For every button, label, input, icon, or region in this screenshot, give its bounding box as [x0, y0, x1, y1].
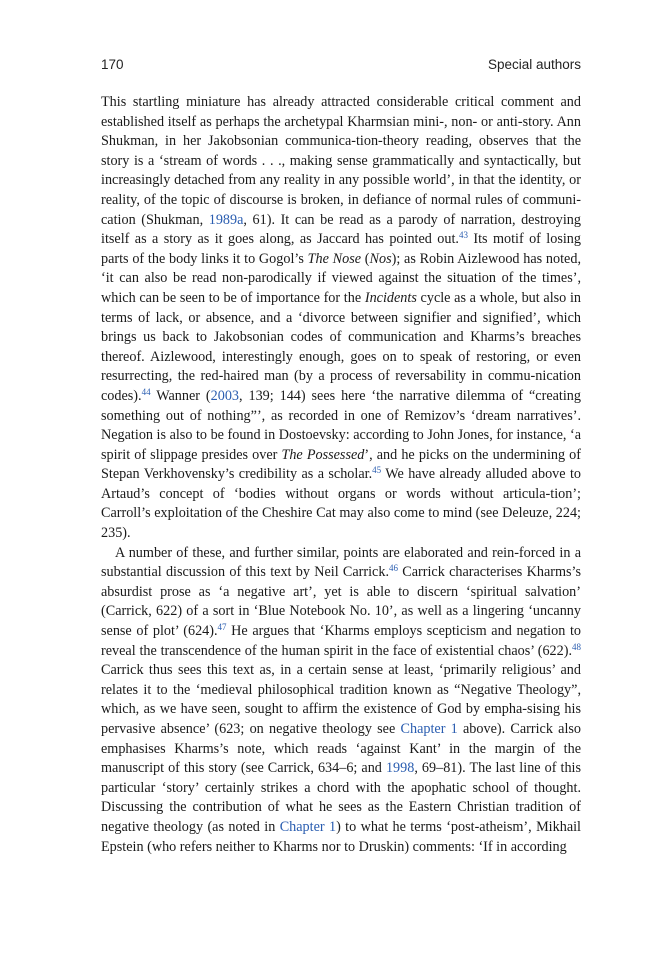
text-run: A number of these, and further similar, points are elaborated and rein-forced in a substantial discussion of this text by Neil Carrick. — [101, 544, 581, 581]
text-run: He argues that ‘Kharms employs scepticism and negation to reveal the transcendence of the human spirit in the face of existential chaos’ (622). — [101, 623, 581, 659]
paragraph-2 — [101, 544, 581, 858]
text-run: ) to what he terms ‘post-atheism’, Mikhail Epstein (who refers neither to Kharms nor to Druskin) comments: ‘If in according — [101, 818, 581, 855]
text-run: ( — [361, 250, 370, 267]
title-the-nose: The Nose — [307, 250, 362, 267]
text-run: Carrick thus sees this text as, in a certain sense at least, ‘primarily religious’ and relates it to the ‘medieval philosophical tradition known as “Negative Theology”, which, as we have seen, sought to affirm the existence of God by empha-sising his pervasive absence’ (623; on negative theology see — [101, 662, 581, 737]
page-number: 170 — [101, 57, 124, 72]
footnote-ref-46[interactable]: 46 — [389, 563, 398, 574]
text-run: , 69–81). The last line of this particular ‘story’ certainly strikes a chord with the apophatic school of thought. Discussing the contribution of what he sees as the Eastern Christian tradition of negative theology (as noted in — [101, 760, 581, 835]
footnote-ref-45[interactable]: 45 — [372, 465, 382, 476]
text-run: ’, and he picks on the undermining of Stepan Verkhovensky’s credibility as a scholar. — [101, 446, 581, 483]
chapter-1-link[interactable]: Chapter 1 — [400, 721, 458, 737]
text-run: , 61). It can be read as a parody of narration, destroying itself as a story as it goes along, as Jaccard has pointed out. — [101, 211, 581, 248]
citation-link-1989a[interactable]: 1989a — [208, 211, 244, 228]
footnote-ref-44[interactable]: 44 — [141, 386, 151, 397]
footnote-ref-47[interactable]: 47 — [217, 622, 227, 633]
footnote-ref-48[interactable]: 48 — [572, 641, 581, 652]
title-incidents: Incidents — [364, 289, 417, 306]
title-nos: Nos — [369, 250, 392, 267]
text-run: above). Carrick also emphasises Kharms’s note, which reads ‘against Kant’ in the margin of the manuscript of this story (see Carrick, 634–6; and — [101, 721, 582, 777]
text-run: cycle as a whole, but also in terms of lack, or absence, and a ‘divorce between signifier and signified’, which brings us back to Jakobsonian codes of communication and Kharms’s breaches thereof. Aizlewood, interestingly enough, goes on to speak of restoring, or even resurrecting, the red-haired man (by a process of reversability in commu-nication codes). — [101, 289, 581, 404]
title-the-possessed: The Possessed — [281, 446, 365, 463]
text-run: Wanner ( — [150, 387, 211, 404]
citation-link-1998[interactable]: 1998 — [385, 760, 415, 777]
text-run: Its motif of losing parts of the body links it to Gogol’s — [101, 231, 581, 267]
running-title: Special authors — [487, 57, 581, 72]
text-run: This startling miniature has already attracted considerable critical comment and established itself as perhaps the archetypal Kharmsian mini-, non- or anti-story. Ann Shukman, in her Jakobsonian communica-tion-theory reading, observes that the story is a ‘stream of words . . ., making sense grammatically and syntactically, but increasingly detached from any reality in any possible world’, in that the identity, or reality, of the topic of discourse is broken, in defiance of normal rules of communi-cation (Shukman, — [101, 94, 581, 228]
citation-link-2003[interactable]: 2003 — [210, 387, 240, 404]
text-run: We have already alluded above to Artaud’s concept of ‘bodies without organs or words without articula-tion’; Carroll’s exploitation of the Cheshire Cat may also come to mind (see Deleuze, 224; 235). — [101, 466, 581, 542]
footnote-ref-43[interactable]: 43 — [458, 230, 468, 241]
text-run: ); as Robin Aizlewood has noted, ‘it can also be read non-parodically if viewed against the situation of the times’, which can be seen to be of importance for the — [101, 250, 581, 306]
paragraph-1 — [101, 93, 581, 544]
text-run: , 139; 144) sees here ‘the narrative dilemma of “creating something out of nothing”’, as recorded in one of Remizov’s ‘dream narratives’. Negation is also to be found in Dostoevsky: according to John Jones, for instance, ‘a spirit of slippage presides over — [101, 387, 581, 463]
page-header — [101, 57, 581, 77]
body-text — [101, 93, 581, 857]
chapter-1-link[interactable]: Chapter 1 — [279, 818, 337, 835]
text-run: Carrick characterises Kharms’s absurdist prose as ‘a negative art’, yet is able to discern ‘spiritual salvation’ (Carrick, 622) of a sort in ‘Blue Notebook No. 10’, as well as a lingering ‘uncanny sense of plot’ (624). — [101, 564, 581, 640]
